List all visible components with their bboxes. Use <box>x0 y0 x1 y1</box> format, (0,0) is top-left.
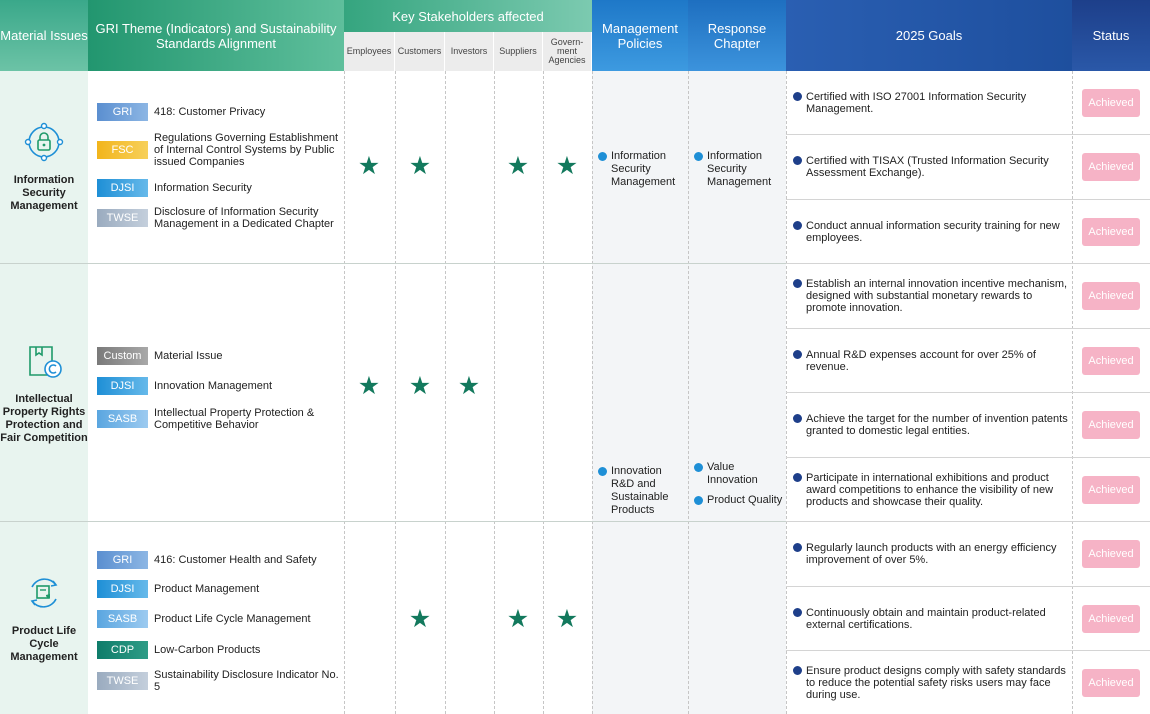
standard-row <box>97 377 342 395</box>
response-text: Product Quality <box>707 494 783 506</box>
header-material-issues: Material Issues <box>0 0 88 71</box>
goal-divider <box>786 263 1150 264</box>
ip-certificate-icon <box>24 341 64 381</box>
standard-text: Low-Carbon Products <box>154 644 261 656</box>
goal-item <box>793 220 1068 244</box>
goal-text: Continuously obtain and maintain product-related external certifications. <box>806 607 1046 631</box>
status-badge: Achieved <box>1082 282 1140 310</box>
standard-row <box>97 610 342 628</box>
star-icon: ★ <box>357 152 381 180</box>
goal-text: Ensure product designs comply with safety standards to reduce the potential safety risks users may face during use. <box>806 665 1066 701</box>
issue-name: Information Security Management <box>10 173 78 212</box>
bullet-dot <box>793 221 802 230</box>
goal-item <box>793 607 1068 631</box>
header-employees: Employees <box>344 32 395 71</box>
policy-text: Innovation R&D and Sustainable Products <box>611 465 669 516</box>
standard-tag: DJSI <box>97 377 148 395</box>
standard-text: Information Security <box>154 182 252 194</box>
standard-tag: SASB <box>97 410 148 428</box>
standard-row <box>97 641 342 659</box>
goal-text: Annual R&D expenses account for over 25% of revenue. <box>806 349 1036 373</box>
standard-tag: FSC <box>97 141 148 159</box>
response-product-quality <box>694 494 784 507</box>
bullet-dot <box>793 350 802 359</box>
status-badge: Achieved <box>1082 411 1140 439</box>
star-icon: ★ <box>408 372 432 400</box>
status-badge: Achieved <box>1082 218 1140 246</box>
status-badge: Achieved <box>1082 89 1140 117</box>
bullet-dot <box>598 467 607 476</box>
status-badge: Achieved <box>1082 347 1140 375</box>
response-infosec <box>694 150 784 189</box>
standard-tag: DJSI <box>97 179 148 197</box>
issue-name: Product Life Cycle Management <box>10 624 78 663</box>
goal-item <box>793 155 1068 179</box>
standard-tag: GRI <box>97 551 148 569</box>
issue-information-security <box>0 71 88 263</box>
goal-item <box>793 91 1068 115</box>
header-2025-goals: 2025 Goals <box>786 0 1072 71</box>
standard-text: Sustainability Disclosure Indicator No. 5 <box>154 669 339 693</box>
standard-text: Intellectual Property Protection & Competitive Behavior <box>154 407 315 431</box>
goal-item <box>793 542 1068 566</box>
bullet-dot <box>694 496 703 505</box>
issue-product-life-cycle <box>0 522 88 714</box>
standard-row <box>97 132 340 168</box>
goal-text: Regularly launch products with an energy efficiency improvement of over 5%. <box>806 542 1057 566</box>
column-divider <box>445 71 446 714</box>
standard-row <box>97 179 342 197</box>
goal-divider <box>786 457 1150 458</box>
response-value-innovation <box>694 461 784 487</box>
standard-row <box>97 580 342 598</box>
goal-item <box>793 665 1068 701</box>
bullet-dot <box>598 152 607 161</box>
standard-text: Innovation Management <box>154 380 273 392</box>
standard-row <box>97 551 342 569</box>
bullet-dot <box>793 414 802 423</box>
bullet-dot <box>793 666 802 675</box>
standard-tag: DJSI <box>97 580 148 598</box>
goal-text: Achieve the target for the number of invention patents granted to domestic legal entities. <box>806 413 1068 437</box>
header-investors: Investors <box>445 32 494 71</box>
goal-text: Conduct annual information security training for new employees. <box>806 220 1060 244</box>
status-badge: Achieved <box>1082 476 1140 504</box>
star-icon: ★ <box>357 372 381 400</box>
status-badge: Achieved <box>1082 153 1140 181</box>
goal-item <box>793 472 1068 508</box>
standard-row <box>97 347 342 365</box>
header-gri-theme: GRI Theme (Indicators) and Sustainability Standards Alignment <box>88 0 344 71</box>
goal-divider <box>786 650 1150 651</box>
goal-text: Certified with TISAX (Trusted Information Security Assessment Exchange). <box>806 155 1049 179</box>
goal-divider <box>786 586 1150 587</box>
header-status: Status <box>1072 0 1150 71</box>
response-text: Value Innovation <box>707 461 758 486</box>
policy-text: Information Security Management <box>611 150 676 188</box>
star-icon: ★ <box>506 152 530 180</box>
goal-text: Establish an internal innovation incentive mechanism, designed with substantial monetary rewards to promote innovation. <box>806 278 1068 314</box>
header-response-chapter: Response Chapter <box>688 0 786 71</box>
star-icon: ★ <box>457 372 481 400</box>
bullet-dot <box>793 279 802 288</box>
column-divider <box>592 71 593 714</box>
bullet-dot <box>793 543 802 552</box>
star-icon: ★ <box>555 605 579 633</box>
issue-name: Intellectual Property Rights Protection and Fair Competition <box>0 392 88 444</box>
star-icon: ★ <box>555 152 579 180</box>
standard-row <box>97 407 342 431</box>
star-icon: ★ <box>506 605 530 633</box>
standard-tag: SASB <box>97 610 148 628</box>
star-icon: ★ <box>408 605 432 633</box>
standard-text: Product Management <box>154 583 260 595</box>
goal-divider <box>786 134 1150 135</box>
lock-icon <box>24 122 64 162</box>
product-cycle-icon <box>24 573 64 613</box>
standard-row <box>97 669 342 693</box>
status-badge: Achieved <box>1082 540 1140 568</box>
row-divider <box>0 521 786 522</box>
row-divider <box>0 263 786 264</box>
goal-divider <box>786 199 1150 200</box>
column-divider <box>395 71 396 714</box>
standard-text: 418: Customer Privacy <box>154 106 266 118</box>
policy-innovation <box>598 465 686 517</box>
standard-text: 416: Customer Health and Safety <box>154 554 317 566</box>
standard-tag: GRI <box>97 103 148 121</box>
standard-tag: TWSE <box>97 672 148 690</box>
standard-text: Regulations Governing Establishment of Internal Control Systems by Public issued Companies <box>154 132 339 168</box>
status-badge: Achieved <box>1082 605 1140 633</box>
standard-tag: TWSE <box>97 209 148 227</box>
standard-text: Disclosure of Information Security Management in a Dedicated Chapter <box>154 206 334 230</box>
bullet-dot <box>694 463 703 472</box>
goal-item <box>793 278 1068 314</box>
star-icon: ★ <box>408 152 432 180</box>
bullet-dot <box>793 473 802 482</box>
header-customers: Customers <box>395 32 445 71</box>
bullet-dot <box>793 156 802 165</box>
header-government: Govern-ment Agencies <box>543 32 592 71</box>
column-divider <box>494 71 495 714</box>
standard-tag: CDP <box>97 641 148 659</box>
goal-divider <box>786 521 1150 522</box>
bullet-dot <box>694 152 703 161</box>
column-divider <box>344 71 345 714</box>
bullet-dot <box>793 92 802 101</box>
policy-infosec <box>598 150 686 189</box>
issue-intellectual-property <box>0 264 88 521</box>
header-suppliers: Suppliers <box>494 32 543 71</box>
standard-tag: Custom <box>97 347 148 365</box>
standard-text: Product Life Cycle Management <box>154 613 311 625</box>
goal-text: Participate in international exhibitions and product award competitions to enhance the visibility of new products and showcase their quality. <box>806 472 1054 508</box>
column-divider <box>543 71 544 714</box>
goal-divider <box>786 328 1150 329</box>
goal-item <box>793 349 1068 373</box>
bullet-dot <box>793 608 802 617</box>
goal-item <box>793 413 1068 437</box>
goal-divider <box>786 392 1150 393</box>
response-text: Information Security Management <box>707 150 772 188</box>
header-key-stakeholders: Key Stakeholders affected <box>344 0 592 32</box>
standard-row <box>97 103 342 121</box>
status-badge: Achieved <box>1082 669 1140 697</box>
goal-text: Certified with ISO 27001 Information Security Management. <box>806 91 1027 115</box>
column-divider <box>688 71 689 714</box>
header-management-policies: Management Policies <box>592 0 688 71</box>
standard-row <box>97 206 342 230</box>
standard-text: Material Issue <box>154 350 223 362</box>
